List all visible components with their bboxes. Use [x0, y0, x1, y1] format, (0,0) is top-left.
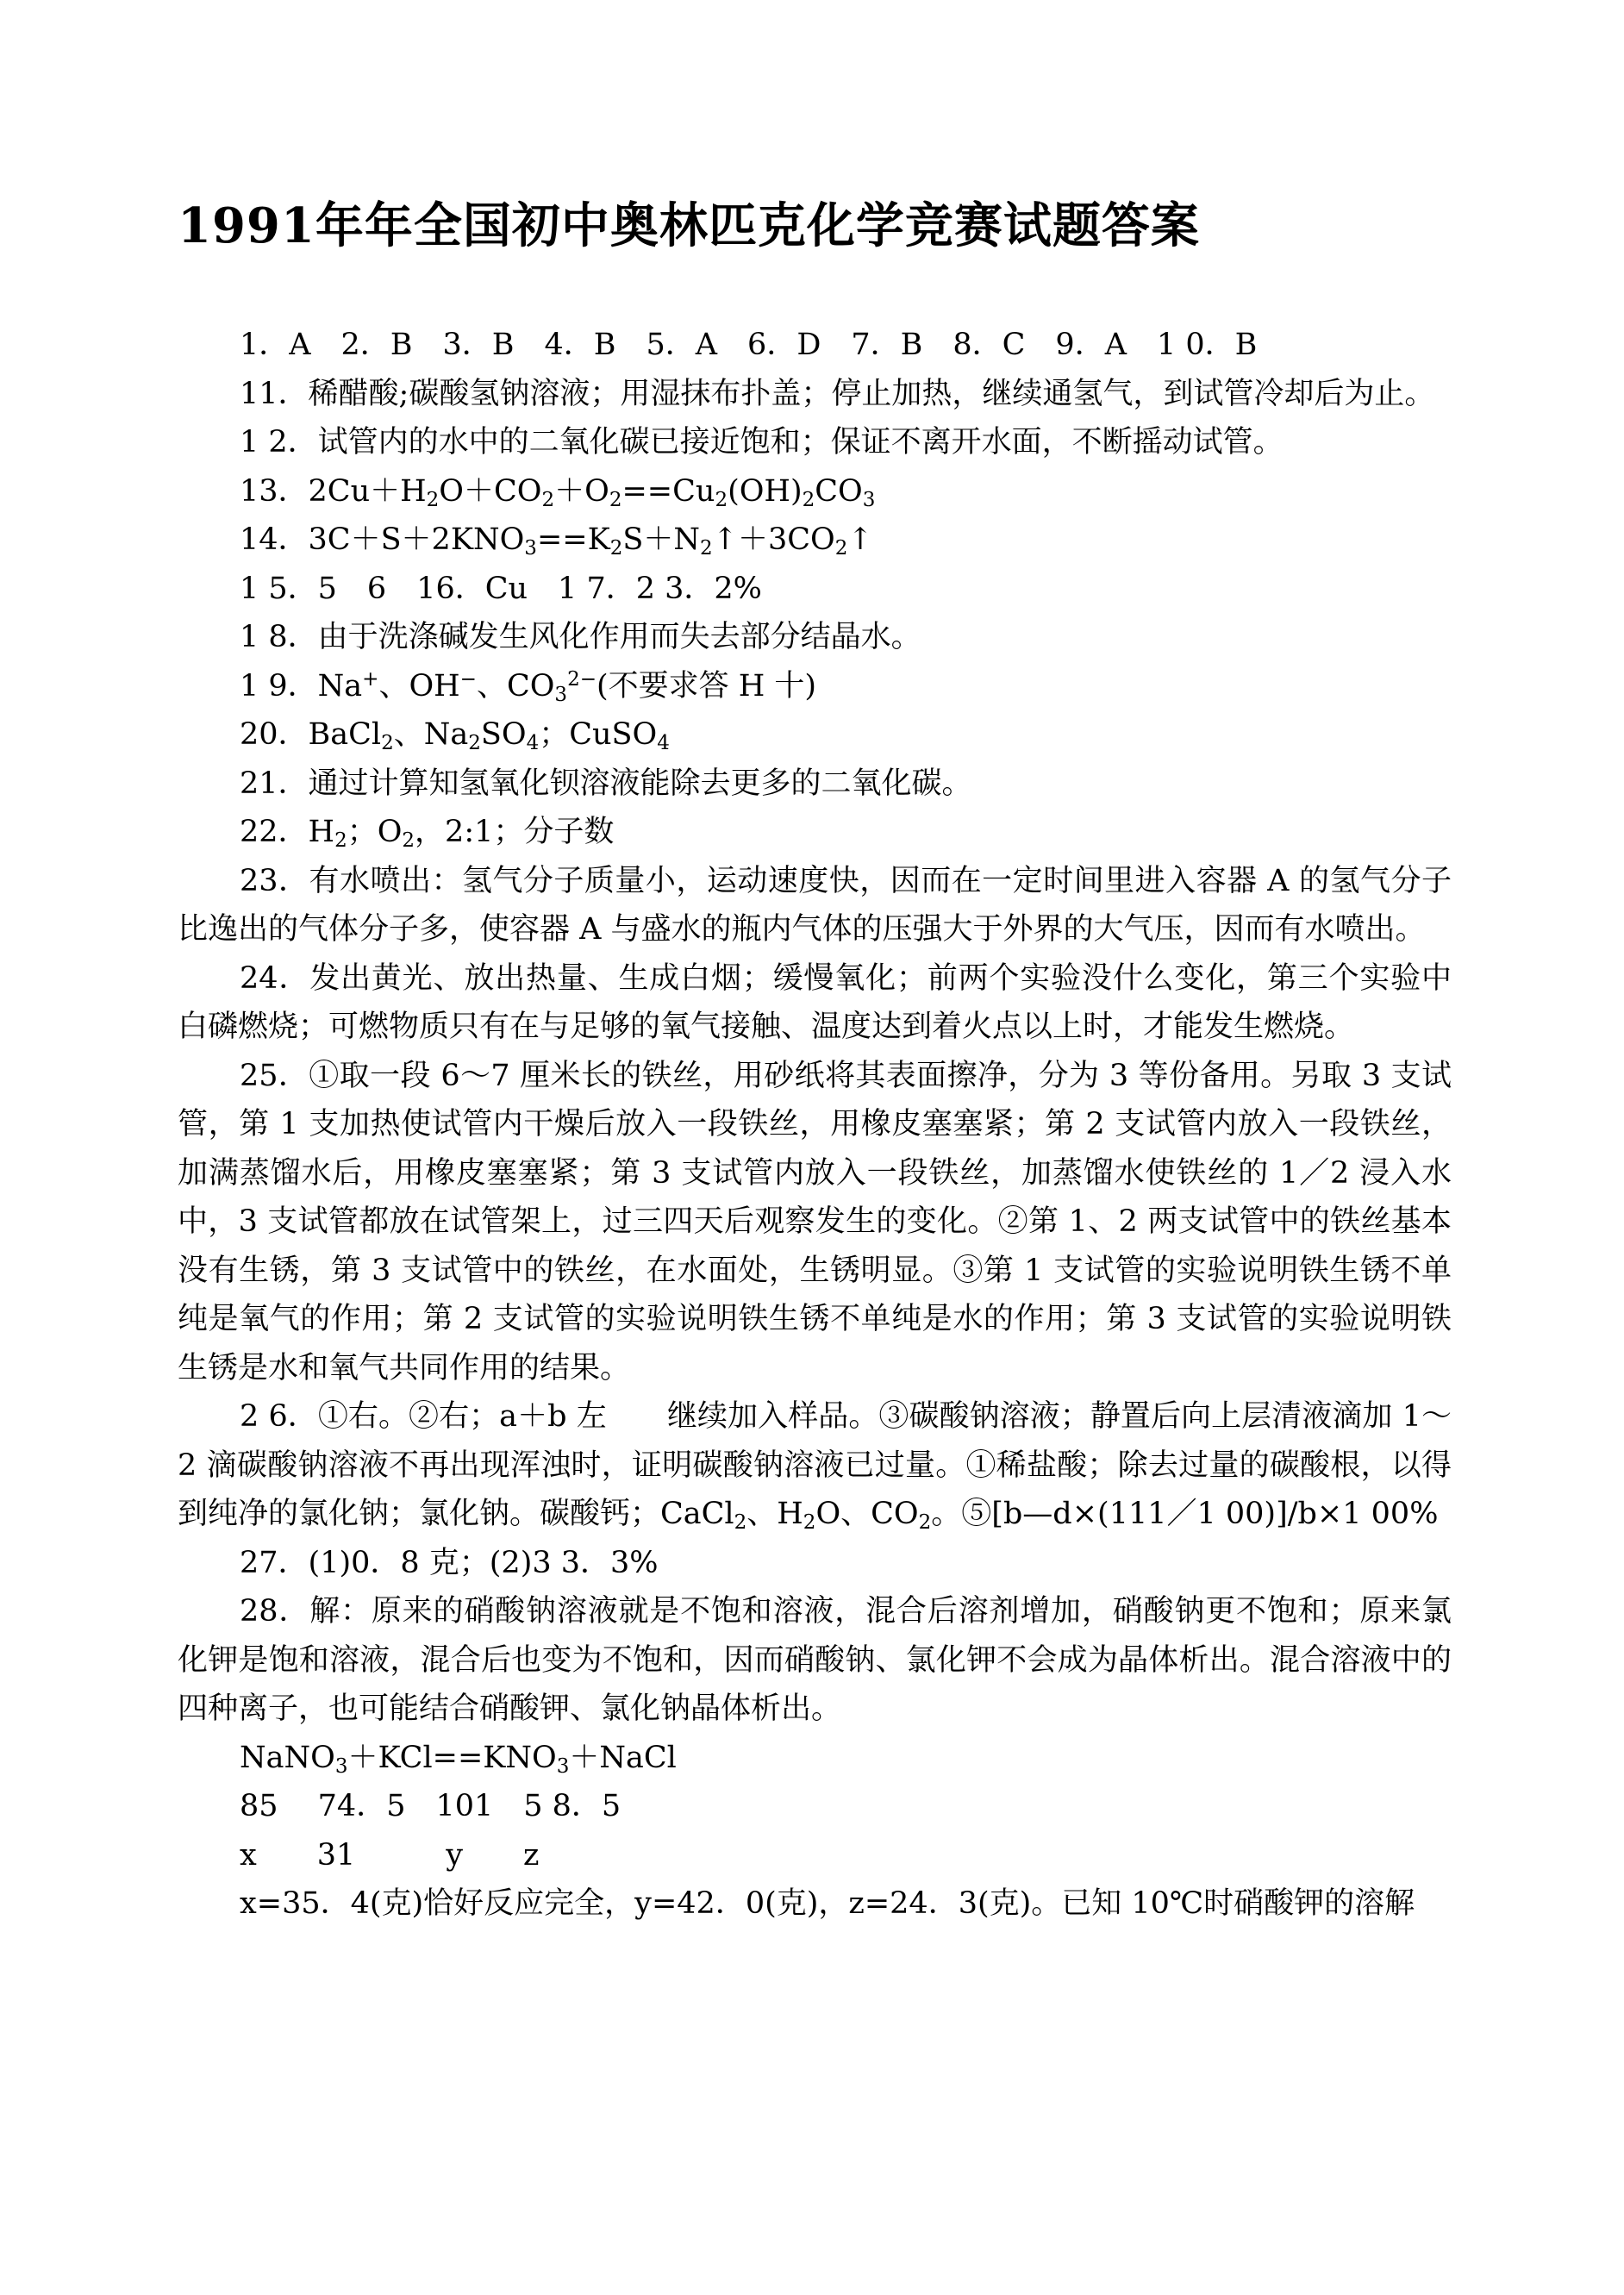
molar-masses-row: 85 74．5 101 5 8．5	[240, 1789, 621, 1823]
calculation-result: x=35．4(克)恰好反应完全，y=42．0(克)，z=24．3(克)。已知 10℃时硝酸钾的溶解	[240, 1886, 1415, 1921]
answer-11: 11．稀醋酸;碳酸氢钠溶液；用湿抹布扑盖；停止加热，继续通氢气，到试管冷却后为止。	[240, 376, 1435, 411]
answer-23: 23．有水喷出：氢气分子质量小，运动速度快，因而在一定时间里进入容器 A 的氢气分子比逸出的气体分子多，使容器 A 与盛水的瓶内气体的压强大于外界的大气压，因而有水喷出。	[178, 863, 1452, 947]
reaction-equation: $NaNO_3+KCl==KNO_3+NaCl$	[240, 1740, 677, 1778]
answer-28: 28．解：原来的硝酸钠溶液就是不饱和溶液，混合后溶剂增加，硝酸钠更不饱和；原来氯化钾是饱和溶液，混合后也变为不饱和，因而硝酸钠、氯化钾不会成为晶体析出。混合溶液中的四种离子，也可能结合硝酸钾、氯化钠晶体析出。	[178, 1594, 1452, 1726]
answer-14: 14．$3C+S+2KNO_3==K_2S+N_2↑+3CO_2↑$	[240, 522, 873, 560]
document-title: 1991年年全国初中奥林匹克化学竞赛试题答案	[178, 197, 1200, 254]
variables-row: x 31 y z	[240, 1837, 540, 1873]
answer-19: 1 9．Na+、OH−、$CO_3^{2-}$(不要求答 H 十)	[240, 667, 817, 706]
answer-26: 2 6．①右。②右；a＋b 左 继续加入样品。③碳酸钠溶液；静置后向上层清液滴加 1～2 滴碳酸钠溶液不再出现浑浊时，证明碳酸钠溶液已过量。①稀盐酸；除去过量的碳酸根，以得到纯净的氯化钠；氯化钠。碳酸钙；CaCl$_2$、$H_2O$、$CO_2$。⑤[b—d×(111／1 00)]/b×1 00%	[178, 1399, 1452, 1534]
answer-25: 25．①取一段 6～7 厘米长的铁丝，用砂纸将其表面擦净，分为 3 等份备用。另取 3 支试管，第 1 支加热使试管内干燥后放入一段铁丝，用橡皮塞塞紧；第 2 支试管内放入一段铁丝，加满蒸馏水后，用橡皮塞塞紧；第 3 支试管内放入一段铁丝，加蒸馏水使铁丝的 1／2 浸入水中，3 支试管都放在试管架上，过三四天后观察发生的变化。②第 1、2 两支试管中的铁丝基本没有生锈，第 3 支试管中的铁丝，在水面处，生锈明显。③第 1 支试管的实验说明铁生锈不单纯是氧气的作用；第 2 支试管的实验说明铁生锈不单纯是水的作用；第 3 支试管的实验说明铁生锈是水和氧气共同作用的结果。	[178, 1058, 1452, 1385]
answer-27: 27．(1)0．8 克；(2)3 3．3%	[240, 1545, 659, 1580]
answer-24: 24．发出黄光、放出热量、生成白烟；缓慢氧化；前两个实验没什么变化，第三个实验中白磷燃烧；可燃物质只有在与足够的氧气接触、温度达到着火点以上时，才能发生燃烧。	[178, 960, 1452, 1044]
answer-18: 1 8．由于洗涤碱发生风化作用而失去部分结晶水。	[240, 620, 921, 654]
answer-20: 20．BaCl$_2$、$Na_2SO_4$；CuSO$_4$	[240, 717, 670, 754]
answer-12: 1 2．试管内的水中的二氧化碳已接近饱和；保证不离开水面，不断摇动试管。	[240, 425, 1284, 460]
answer-21: 21．通过计算知氢氧化钡溶液能除去更多的二氧化碳。	[240, 766, 972, 801]
answer-body	[178, 321, 1452, 1929]
answers-15-17: 1 5．5 6 16．Cu 1 7．2 3．2%	[240, 571, 762, 606]
answer-13: 13．$2Cu+H_2O+CO_2+O_2==Cu_2(OH)_2CO_3$	[240, 473, 876, 511]
answers-1-10: 1．A 2．B 3．B 4．B 5．A 6．D 7．B 8．C 9．A 1 0．B	[240, 328, 1258, 362]
answer-22: 22．$H_2$；$O_2$，2:1；分子数	[240, 815, 615, 852]
